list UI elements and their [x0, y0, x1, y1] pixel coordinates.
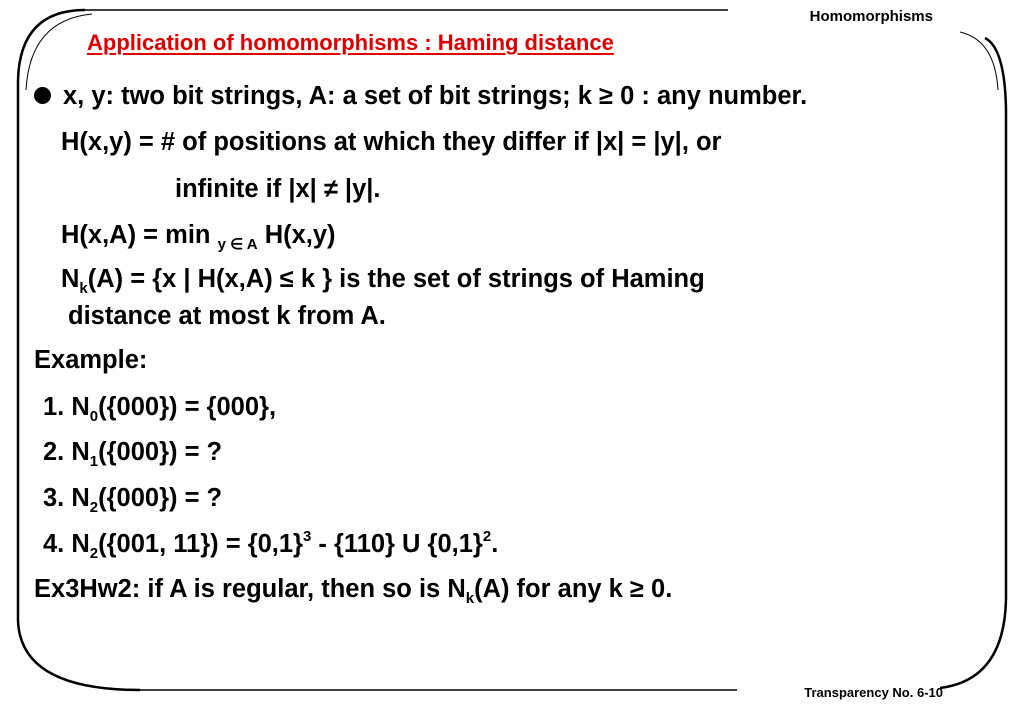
homework-pre: Ex3Hw2: if A is regular, then so is N [34, 575, 466, 603]
example-3-sub: 2 [89, 499, 99, 516]
example-4-sup1: 3 [302, 528, 312, 545]
homework-post: (A) for any k ≥ 0. [474, 575, 673, 603]
example-1-sub: 0 [89, 408, 99, 425]
hamming-def-line-1: H(x,y) = # of positions at which they differ if |x| = |y|, or [61, 128, 722, 156]
example-label: Example: [34, 346, 148, 374]
example-4 [43, 528, 499, 562]
example-3-post: ({000}) = ? [98, 484, 223, 512]
example-2 [43, 438, 223, 470]
example-2-sub: 1 [89, 453, 99, 470]
slide-title: Application of homomorphisms : Haming distance [87, 30, 614, 55]
bullet-text: x, y: two bit strings, A: a set of bit strings; k ≥ 0 : any number. [63, 82, 808, 110]
right-border [940, 38, 1006, 688]
example-4-sup2: 2 [482, 528, 492, 545]
hamming-set-post: H(x,y) [264, 221, 336, 249]
example-4-sub: 2 [89, 545, 99, 562]
hamming-def-line-2: infinite if |x| ≠ |y|. [175, 175, 381, 203]
nk-rest: (A) = {x | H(x,A) ≤ k } is the set of strings of Haming [87, 265, 705, 293]
example-1-pre: 1. N [43, 393, 90, 421]
nk-N: N [61, 265, 80, 293]
example-4-mid: ({001, 11}) = {0,1} [98, 530, 303, 558]
example-4-end: . [491, 530, 499, 558]
left-inner-curve [26, 14, 92, 90]
example-3-pre: 3. N [43, 484, 90, 512]
page-number: Transparency No. 6-10 [804, 685, 943, 700]
example-2-post: ({000}) = ? [98, 438, 223, 466]
nk-definition [61, 265, 705, 297]
example-4-mid2: - {110} U {0,1} [311, 530, 483, 558]
example-4-pre: 4. N [43, 530, 90, 558]
example-1-post: ({000}) = {000}, [98, 393, 277, 421]
homework-line [34, 575, 673, 607]
right-inner-curve [960, 32, 998, 90]
hamming-set-def [61, 221, 336, 253]
nk-subscript: k [79, 280, 88, 297]
bullet-dot-icon [34, 87, 51, 104]
section-header: Homomorphisms [809, 8, 933, 25]
example-2-pre: 2. N [43, 438, 90, 466]
nk-definition-cont: distance at most k from A. [68, 302, 386, 330]
hamming-set-pre: H(x,A) = min [61, 221, 211, 249]
bullet-line [34, 84, 807, 110]
homework-sub: k [465, 590, 475, 607]
hamming-set-subscript: y ∈ A [217, 236, 258, 253]
example-1 [43, 393, 277, 425]
example-3 [43, 484, 223, 516]
